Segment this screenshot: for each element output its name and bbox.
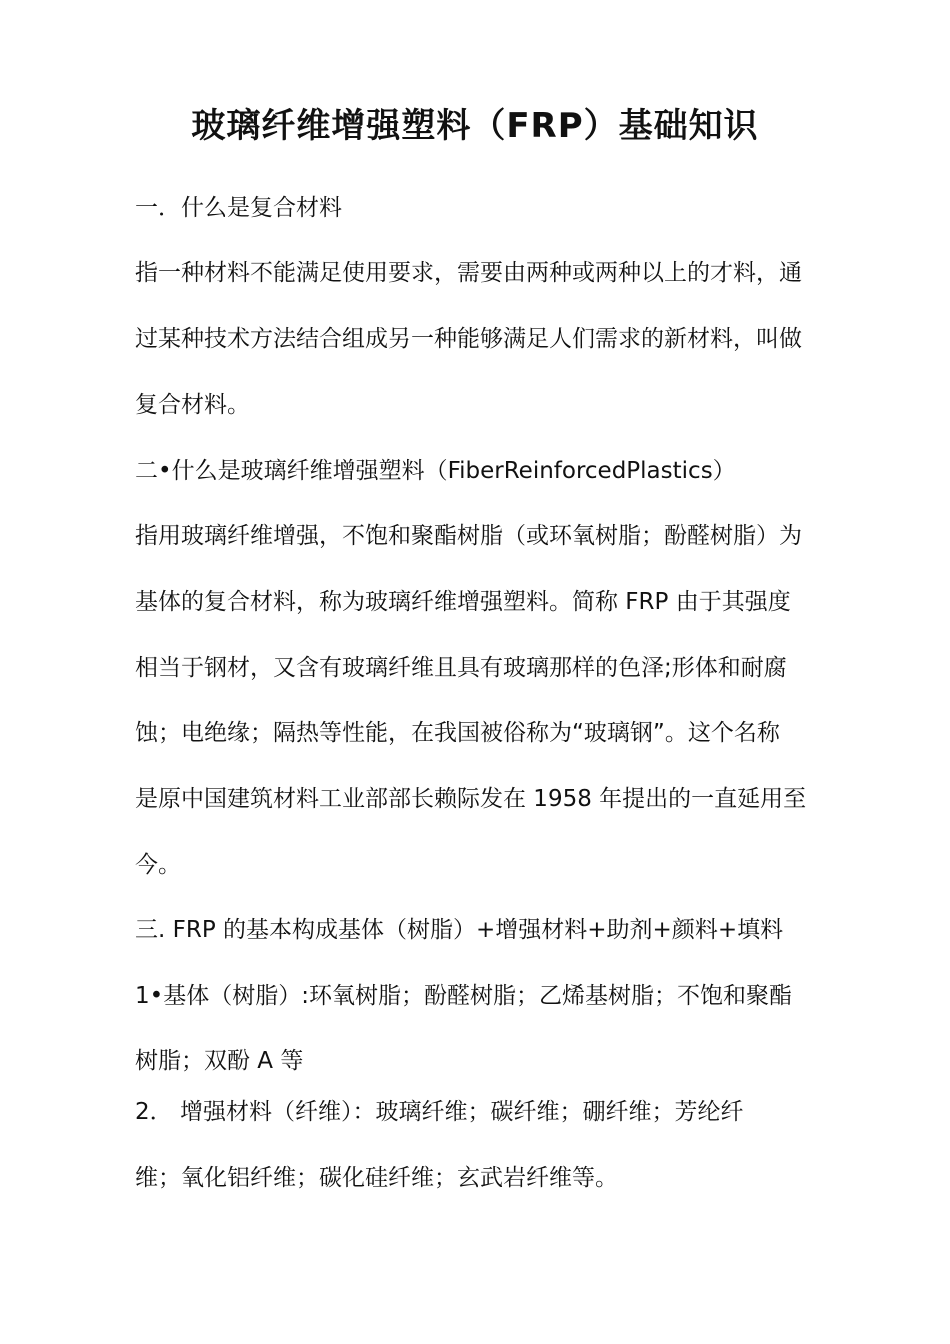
section-3-item-2-line: 维；氧化铝纤维；碳化硅纤维；玄武岩纤维等。 [135, 1165, 618, 1191]
section-2-heading: 二•什么是玻璃纤维增强塑料（FiberReinforcedPlastics） [135, 458, 736, 484]
section-3-item-1-line: 树脂；双酚 A 等 [135, 1048, 304, 1074]
section-2-paragraph-line: 基体的复合材料，称为玻璃纤维增强塑料。简称 FRP 由于其强度 [135, 589, 791, 615]
section-2-paragraph-line: 相当于钢材，又含有玻璃纤维且具有玻璃那样的色泽;形体和耐腐 [135, 655, 787, 681]
section-2-paragraph-line: 指用玻璃纤维增强，不饱和聚酯树脂（或环氧树脂；酚醛树脂）为 [135, 523, 802, 549]
section-2-paragraph-line: 今。 [135, 852, 181, 878]
section-3-item-2-line: 2． 增强材料（纤维）：玻璃纤维；碳纤维；硼纤维；芳纶纤 [135, 1099, 744, 1125]
section-3-item-1-line: 1•基体（树脂）:环氧树脂；酚醛树脂；乙烯基树脂；不饱和聚酯 [135, 983, 792, 1009]
section-1-paragraph-line: 复合材料。 [135, 392, 250, 418]
section-2-paragraph-line: 是原中国建筑材料工业部部长赖际发在 1958 年提出的一直延用至 [135, 786, 807, 812]
section-1-heading: 一．什么是复合材料 [135, 195, 342, 221]
section-1-paragraph-line: 指一种材料不能满足使用要求，需要由两种或两种以上的才料，通 [135, 260, 802, 286]
section-2-paragraph-line: 蚀；电绝缘；隔热等性能，在我国被俗称为“玻璃钢”。这个名称 [135, 720, 780, 746]
section-3-heading: 三. FRP 的基本构成基体（树脂）+增强材料+助剂+颜料+填料 [135, 917, 784, 943]
section-1-paragraph-line: 过某种技术方法结合组成另一种能够满足人们需求的新材料，叫做 [135, 326, 802, 352]
document-title: 玻璃纤维增强塑料（FRP）基础知识 [191, 106, 759, 146]
